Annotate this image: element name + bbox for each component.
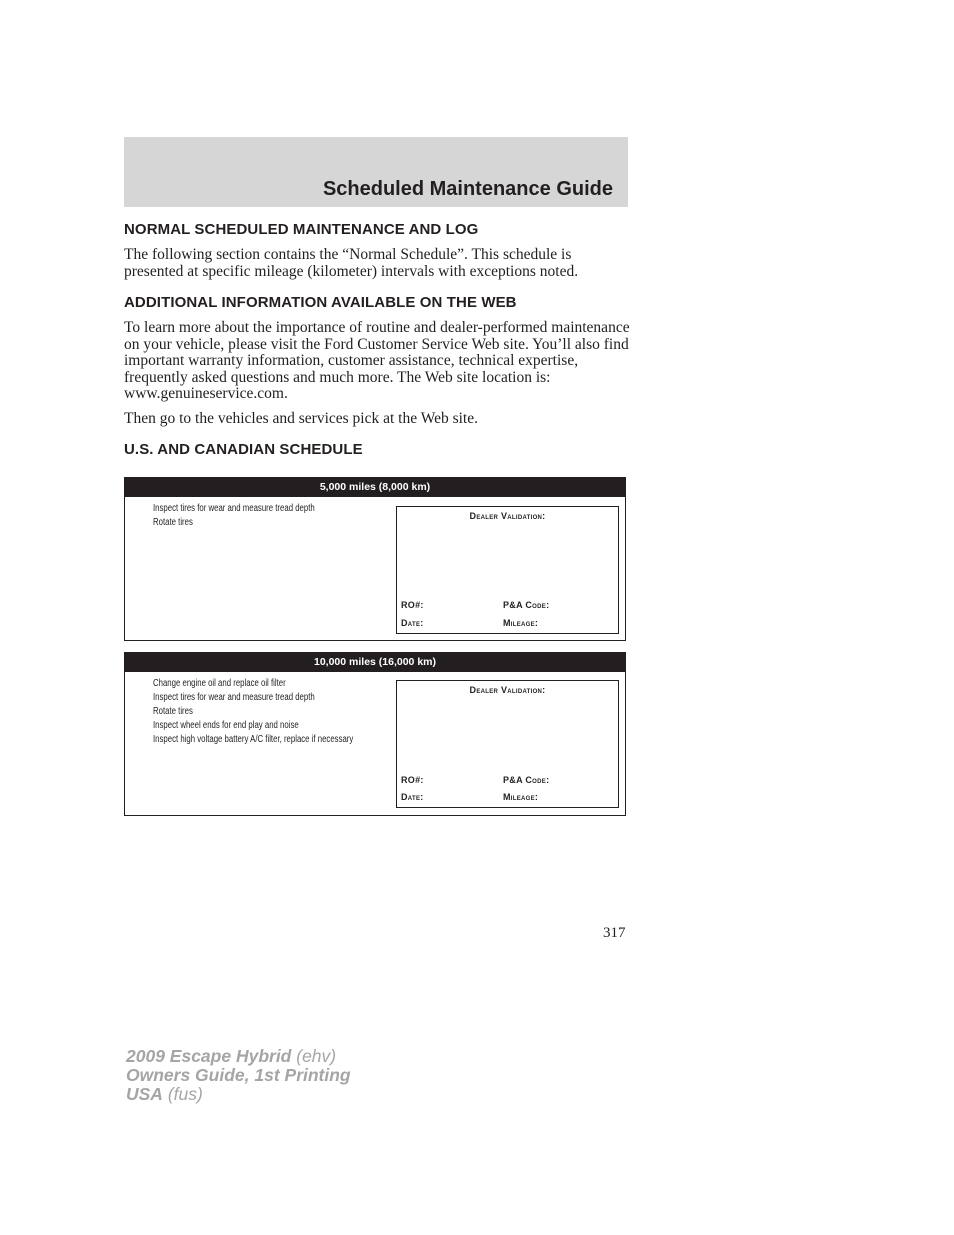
header-band bbox=[124, 137, 628, 207]
mileage-label: Mileage: bbox=[503, 792, 539, 802]
schedule-items bbox=[153, 502, 315, 530]
section-heading-normal-schedule: NORMAL SCHEDULED MAINTENANCE AND LOG bbox=[124, 221, 479, 238]
section-heading-us-canadian: U.S. AND CANADIAN SCHEDULE bbox=[124, 441, 363, 458]
dealer-validation-box bbox=[396, 506, 619, 634]
schedule-header: 10,000 miles (16,000 km) bbox=[125, 653, 625, 672]
section-heading-web-info: ADDITIONAL INFORMATION AVAILABLE ON THE WEB bbox=[124, 294, 517, 311]
date-label: Date: bbox=[401, 618, 424, 628]
mileage-label: Mileage: bbox=[503, 618, 539, 628]
date-label: Date: bbox=[401, 792, 424, 802]
schedule-items bbox=[153, 677, 353, 747]
list-item: Inspect tires for wear and measure tread depth bbox=[153, 503, 315, 514]
list-item: Rotate tires bbox=[153, 517, 193, 528]
pa-code-label: P&A Code: bbox=[503, 600, 550, 610]
dealer-validation-box bbox=[396, 680, 619, 808]
footer-printing: Owners Guide, 1st Printing bbox=[126, 1065, 351, 1085]
content-body bbox=[124, 221, 630, 467]
schedule-card-10000 bbox=[124, 652, 626, 816]
list-item: Inspect wheel ends for end play and noise bbox=[153, 720, 299, 731]
web-info-paragraph: To learn more about the importance of routine and dealer-performed maintenance on your vehicle, please visit the Ford Customer Service Web site. You’ll also find important warranty information, customer assistance, technical expertise, frequently asked questions and much more. The Web site location is: www.genuineservice.com. bbox=[124, 319, 630, 402]
page-number: 317 bbox=[603, 925, 626, 941]
page-title: Scheduled Maintenance Guide bbox=[322, 178, 613, 200]
list-item: Change engine oil and replace oil filter bbox=[153, 678, 286, 689]
web-info-paragraph-2: Then go to the vehicles and services pick at the Web site. bbox=[124, 409, 478, 427]
dealer-validation-title: Dealer Validation: bbox=[469, 511, 546, 521]
normal-schedule-paragraph: The following section contains the “Normal Schedule”. This schedule is presented at specific mileage (kilometer) intervals with exceptions noted. bbox=[124, 246, 579, 280]
footer-market: USA bbox=[126, 1084, 163, 1104]
schedule-header: 5,000 miles (8,000 km) bbox=[125, 478, 625, 497]
list-item: Rotate tires bbox=[153, 706, 193, 717]
footer-market-code: (fus) bbox=[162, 1084, 203, 1104]
print-footer bbox=[126, 1047, 351, 1104]
dealer-validation-title: Dealer Validation: bbox=[469, 685, 546, 695]
ro-label: RO#: bbox=[401, 600, 424, 610]
schedule-card-5000 bbox=[124, 477, 626, 641]
list-item: Inspect tires for wear and measure tread depth bbox=[153, 692, 315, 703]
ro-label: RO#: bbox=[401, 775, 424, 785]
pa-code-label: P&A Code: bbox=[503, 775, 550, 785]
list-item: Inspect high voltage battery A/C filter, replace if necessary bbox=[153, 734, 354, 745]
footer-model: 2009 Escape Hybrid bbox=[126, 1046, 292, 1066]
footer-model-code: (ehv) bbox=[291, 1046, 337, 1066]
